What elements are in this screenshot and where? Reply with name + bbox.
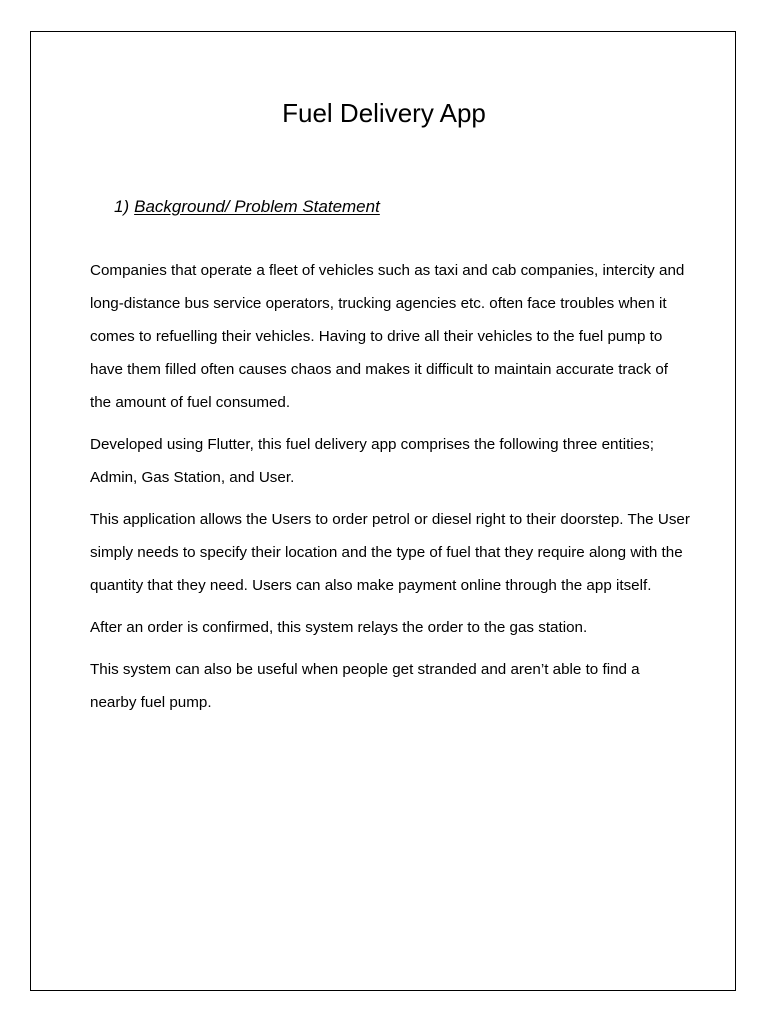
document-title: Fuel Delivery App <box>282 98 486 128</box>
body-text <box>90 254 690 728</box>
paragraph-background: Companies that operate a fleet of vehicles such as taxi and cab companies, intercity and long-distance bus service operators, trucking agencies etc. often face troubles when it comes to refuelling their vehicles. Having to drive all their vehicles to the fuel pump to have them filled often causes chaos and makes it difficult to maintain accurate track of the amount of fuel consumed. <box>90 262 685 411</box>
section-number: 1) <box>114 197 130 216</box>
paragraph-stranded: This system can also be useful when people get stranded and aren’t able to find a nearby fuel pump. <box>90 661 640 711</box>
paragraph-order-relay: After an order is confirmed, this system relays the order to the gas station. <box>90 619 588 636</box>
paragraph-entities: Developed using Flutter, this fuel delivery app comprises the following three entities; Admin, Gas Station, and User. <box>90 436 654 486</box>
section-heading <box>114 196 380 218</box>
section-heading-label: Background/ Problem Statement <box>134 197 380 216</box>
paragraph-ordering: This application allows the Users to order petrol or diesel right to their doorstep. The User simply needs to specify their location and the type of fuel that they require along with the quantity that they need. Users can also make payment online through the app itself. <box>90 511 690 594</box>
